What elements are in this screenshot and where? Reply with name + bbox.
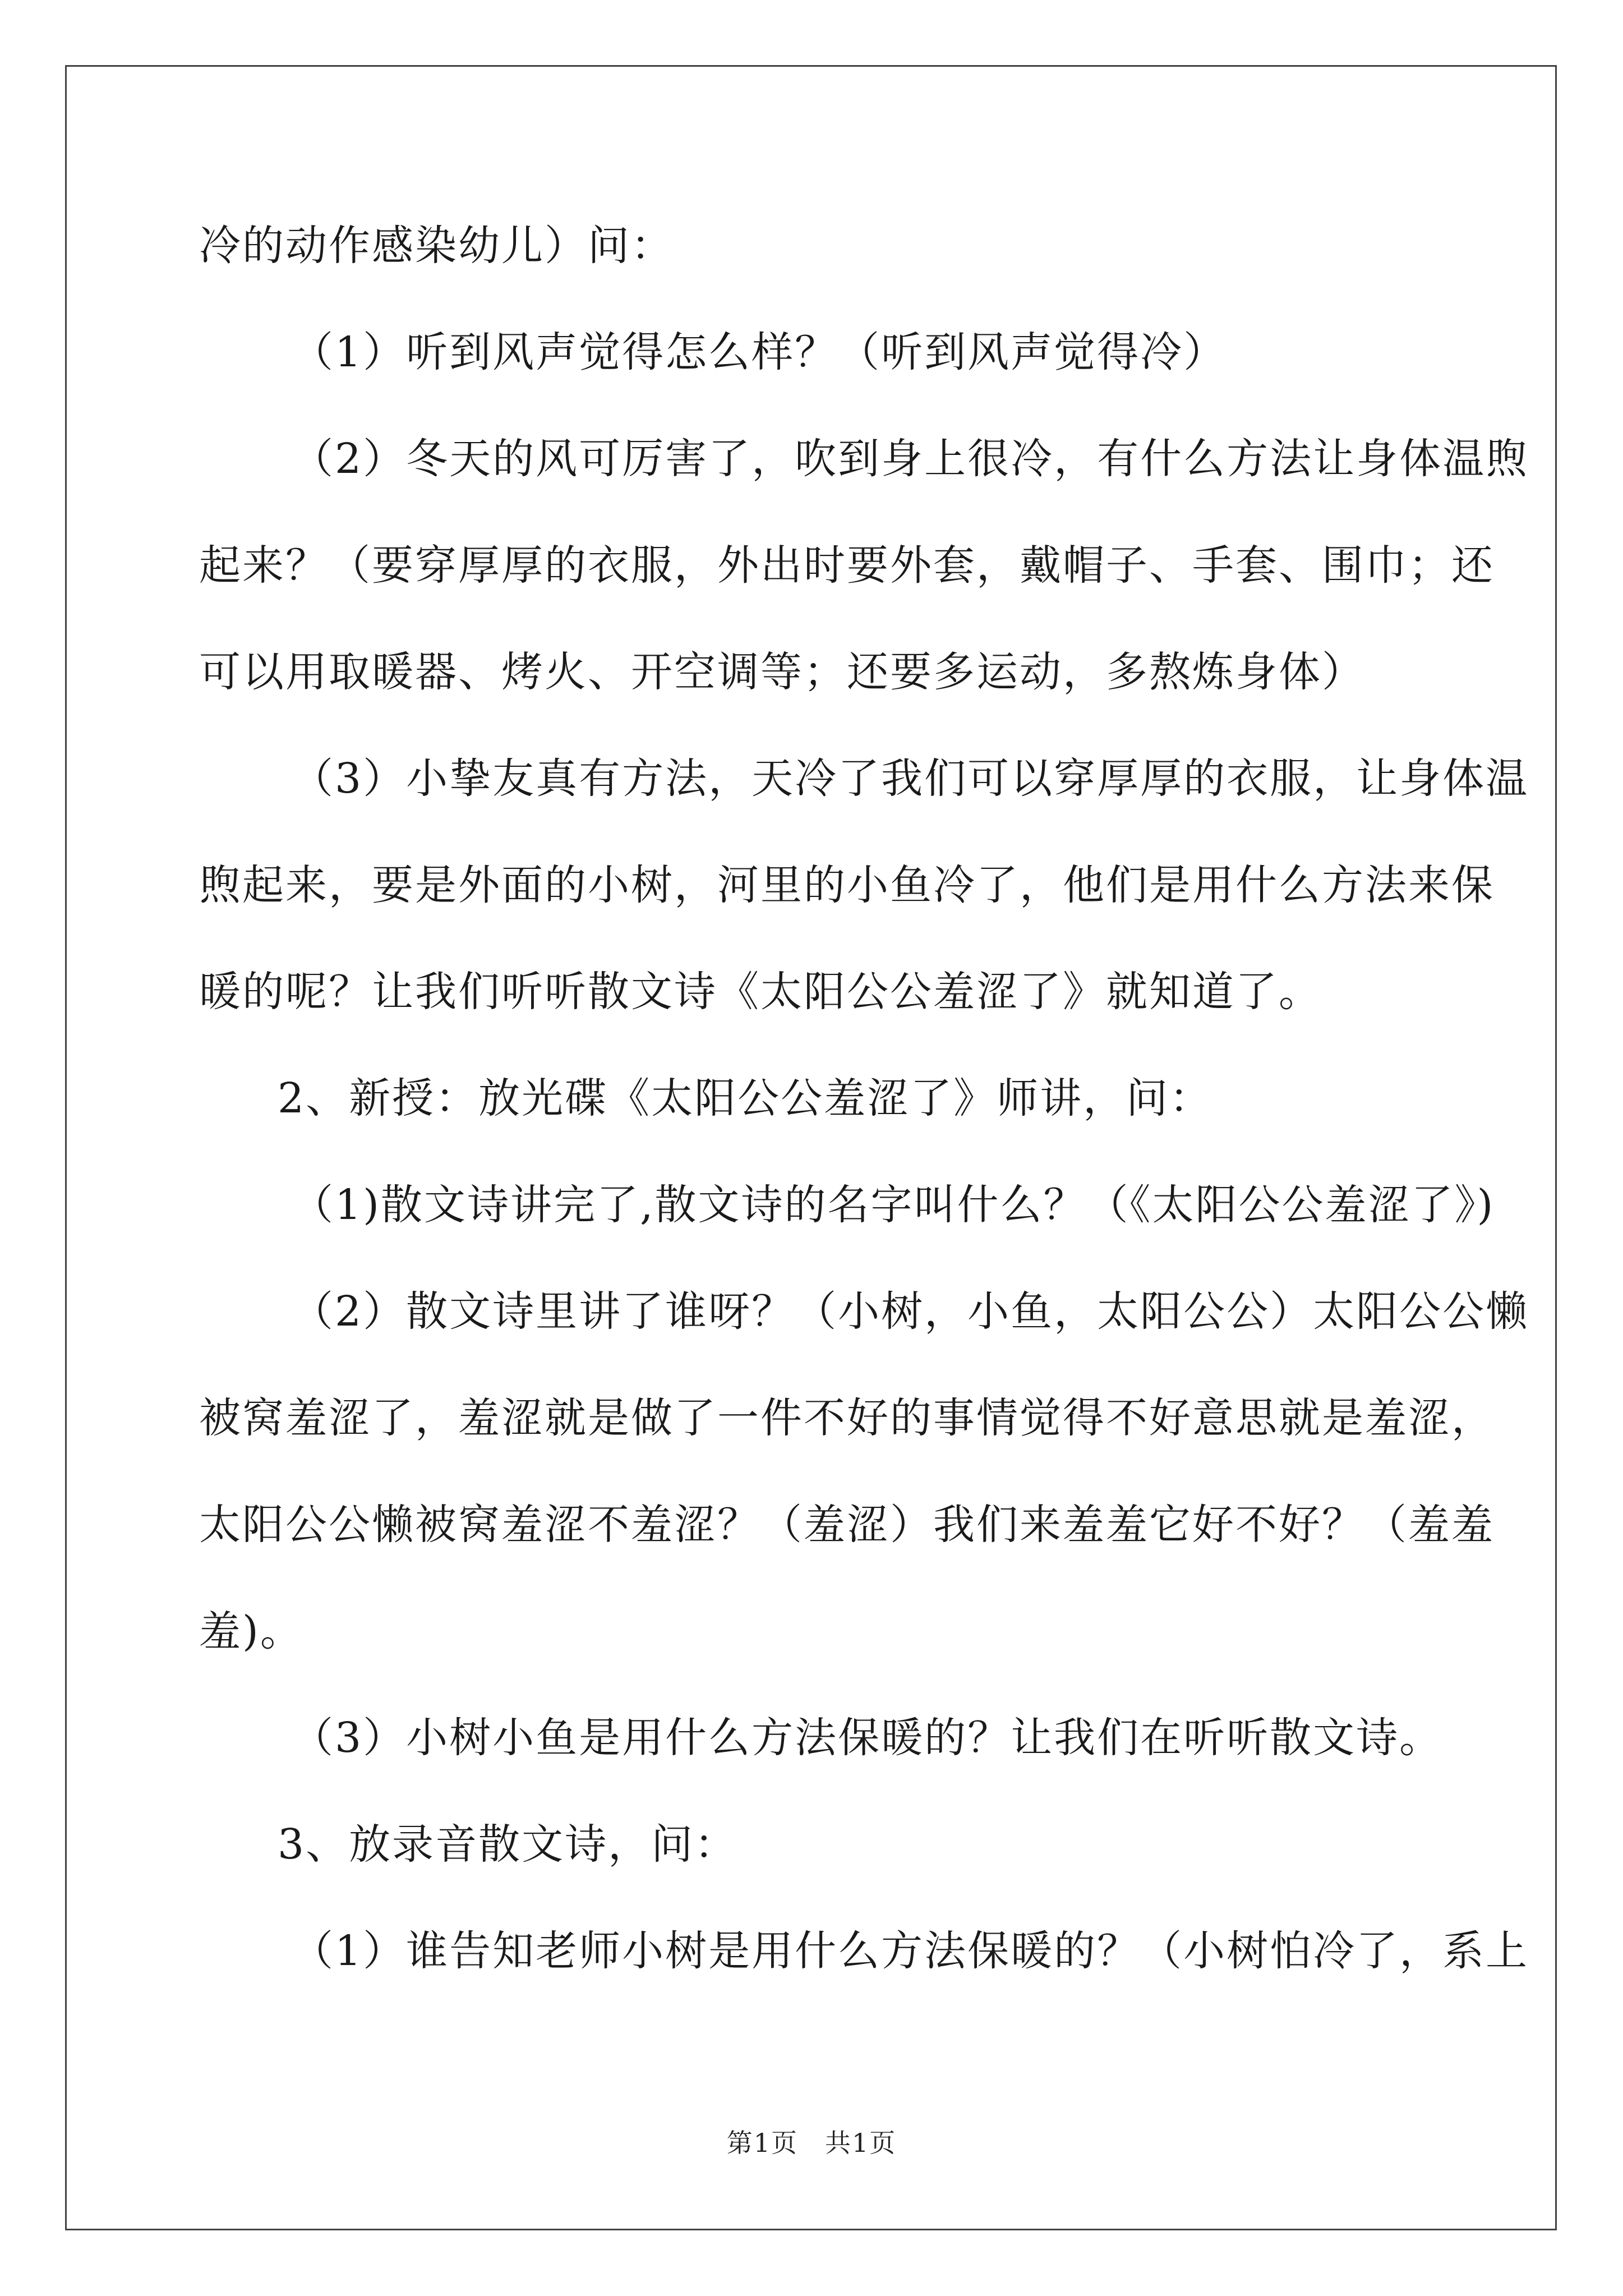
text-line-7: 煦起来，要是外面的小树，河里的小鱼冷了，他们是用什么方法来保 xyxy=(199,861,1495,909)
text-line-9: 2、新授：放光碟《太阳公公羞涩了》师讲，问： xyxy=(278,1074,1213,1122)
text-line-4: 起来？（要穿厚厚的衣服，外出时要外套，戴帽子、手套、围巾；还 xyxy=(199,541,1495,590)
text-line-11: （2）散文诗里讲了谁呀？（小树，小鱼，太阳公公）太阳公公懒 xyxy=(292,1287,1529,1336)
text-line-6: （3）小挚友真有方法，天冷了我们可以穿厚厚的衣服，让身体温 xyxy=(292,754,1529,803)
text-line-10: （1)散文诗讲完了,散文诗的名字叫什么？（《太阳公公羞涩了》) xyxy=(292,1181,1495,1229)
text-line-12: 被窝羞涩了，羞涩就是做了一件不好的事情觉得不好意思就是羞涩， xyxy=(199,1394,1495,1442)
text-line-8: 暖的呢？让我们听听散文诗《太阳公公羞涩了》就知道了。 xyxy=(199,968,1322,1016)
text-line-3: （2）冬天的风可厉害了，吹到身上很冷，有什么方法让身体温煦 xyxy=(292,435,1529,483)
page-footer: 第1页 共1页 xyxy=(726,2128,897,2158)
text-line-1: 冷的动作感染幼儿）问： xyxy=(199,222,674,270)
text-line-15: （3）小树小鱼是用什么方法保暖的？让我们在听听散文诗。 xyxy=(292,1714,1443,1762)
text-line-2: （1）听到风声觉得怎么样？（听到风声觉得冷） xyxy=(292,328,1227,376)
text-line-13: 太阳公公懒被窝羞涩不羞涩？（羞涩）我们来羞羞它好不好？（羞羞 xyxy=(199,1501,1495,1549)
text-line-16: 3、放录音散文诗，问： xyxy=(278,1820,738,1869)
page-border xyxy=(65,65,1557,2230)
text-line-5: 可以用取暖器、烤火、开空调等；还要多运动，多熬炼身体） xyxy=(199,648,1365,696)
text-line-17: （1）谁告知老师小树是用什么方法保暖的？（小树怕冷了，系上 xyxy=(292,1927,1529,1975)
text-line-14: 羞)。 xyxy=(199,1607,303,1655)
